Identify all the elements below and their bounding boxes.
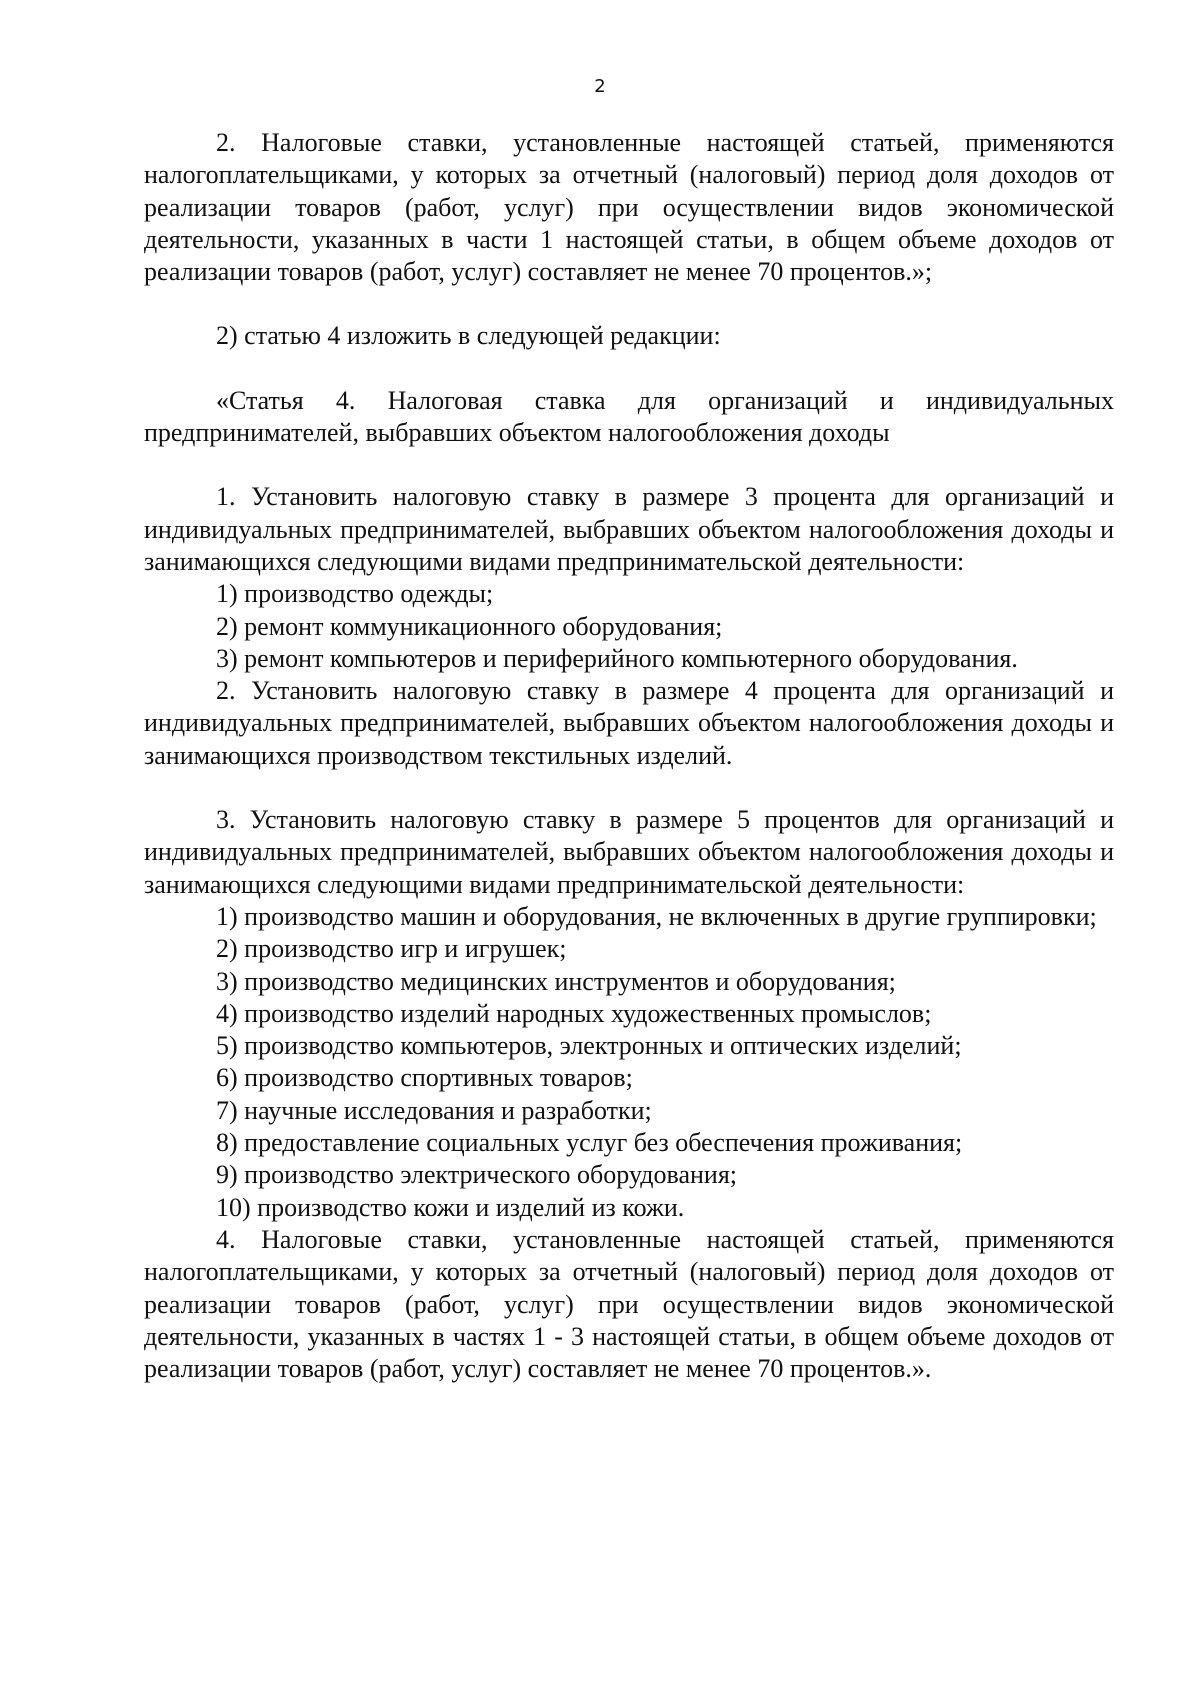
paragraph-gap xyxy=(144,353,1114,385)
paragraph-gap xyxy=(144,449,1114,481)
document-body xyxy=(144,127,1114,1385)
list-item: 2) производство игр и игрушек; xyxy=(216,934,567,964)
list-item: 8) предоставление социальных услуг без обеспечения проживания; xyxy=(216,1128,963,1158)
list-item: 1) производство одежды; xyxy=(216,579,494,609)
paragraph-gap xyxy=(144,772,1114,804)
list-item: 7) научные исследования и разработки; xyxy=(216,1095,652,1125)
list-item: 5) производство компьютеров, электронных и оптических изделий; xyxy=(216,1031,962,1061)
list-item: 1) производство машин и оборудования, не включенных в другие группировки; xyxy=(216,901,1097,931)
list-item: 4) производство изделий народных художественных промыслов; xyxy=(216,998,932,1028)
list-item: 9) производство электрического оборудования; xyxy=(216,1160,738,1190)
page-number: 2 xyxy=(594,76,606,97)
paragraph-rate-4-percent: 2. Установить налоговую ставку в размере 4 процента для организаций и индивидуальных предпринимателей, выбравших объектом налогообложения доходы и занимающихся производством текстильных изделий. xyxy=(144,676,1114,770)
article-4-heading: «Статья 4. Налоговая ставка для организаций и индивидуальных предпринимателей, выбравших объектом налогообложения доходы xyxy=(144,385,1114,448)
list-item: 2) ремонт коммуникационного оборудования; xyxy=(216,611,723,641)
paragraph-rate-3-percent: 1. Установить налоговую ставку в размере 3 процента для организаций и индивидуальных предпринимателей, выбравших объектом налогообложения доходы и занимающихся следующими видами предпринимательской деятельности: xyxy=(144,482,1114,576)
paragraph-tax-rates-application: 2. Налоговые ставки, установленные настоящей статьей, применяются налогоплательщиками, у которых за отчетный (налоговый) период доля доходов от реализации товаров (работ, услуг) при осуществлении видов экономической деятельности, указанных в части 1 настоящей статьи, в общем объеме доходов от реализации товаров (работ, услуг) составляет не менее 70 процентов.»; xyxy=(144,128,1114,287)
list-item: 6) производство спортивных товаров; xyxy=(216,1063,633,1093)
paragraph-rate-5-percent: 3. Установить налоговую ставку в размере 5 процентов для организаций и индивидуальных предпринимателей, выбравших объектом налогообложения доходы и занимающихся следующими видами предпринимательской деятельности: xyxy=(144,805,1114,899)
list-item: 3) производство медицинских инструментов и оборудования; xyxy=(216,966,896,996)
paragraph-amend-article-4: 2) статью 4 изложить в следующей редакции: xyxy=(216,321,721,351)
list-item: 3) ремонт компьютеров и периферийного компьютерного оборудования. xyxy=(216,643,1018,673)
paragraph-final-application: 4. Налоговые ставки, установленные настоящей статьей, применяются налогоплательщиками, у которых за отчетный (налоговый) период доля доходов от реализации товаров (работ, услуг) при осуществлении видов экономической деятельности, указанных в частях 1 - 3 настоящей статьи, в общем объеме доходов от реализации товаров (работ, услуг) составляет не менее 70 процентов.». xyxy=(144,1224,1114,1384)
list-item: 10) производство кожи и изделий из кожи. xyxy=(216,1192,685,1222)
paragraph-gap xyxy=(144,288,1114,320)
